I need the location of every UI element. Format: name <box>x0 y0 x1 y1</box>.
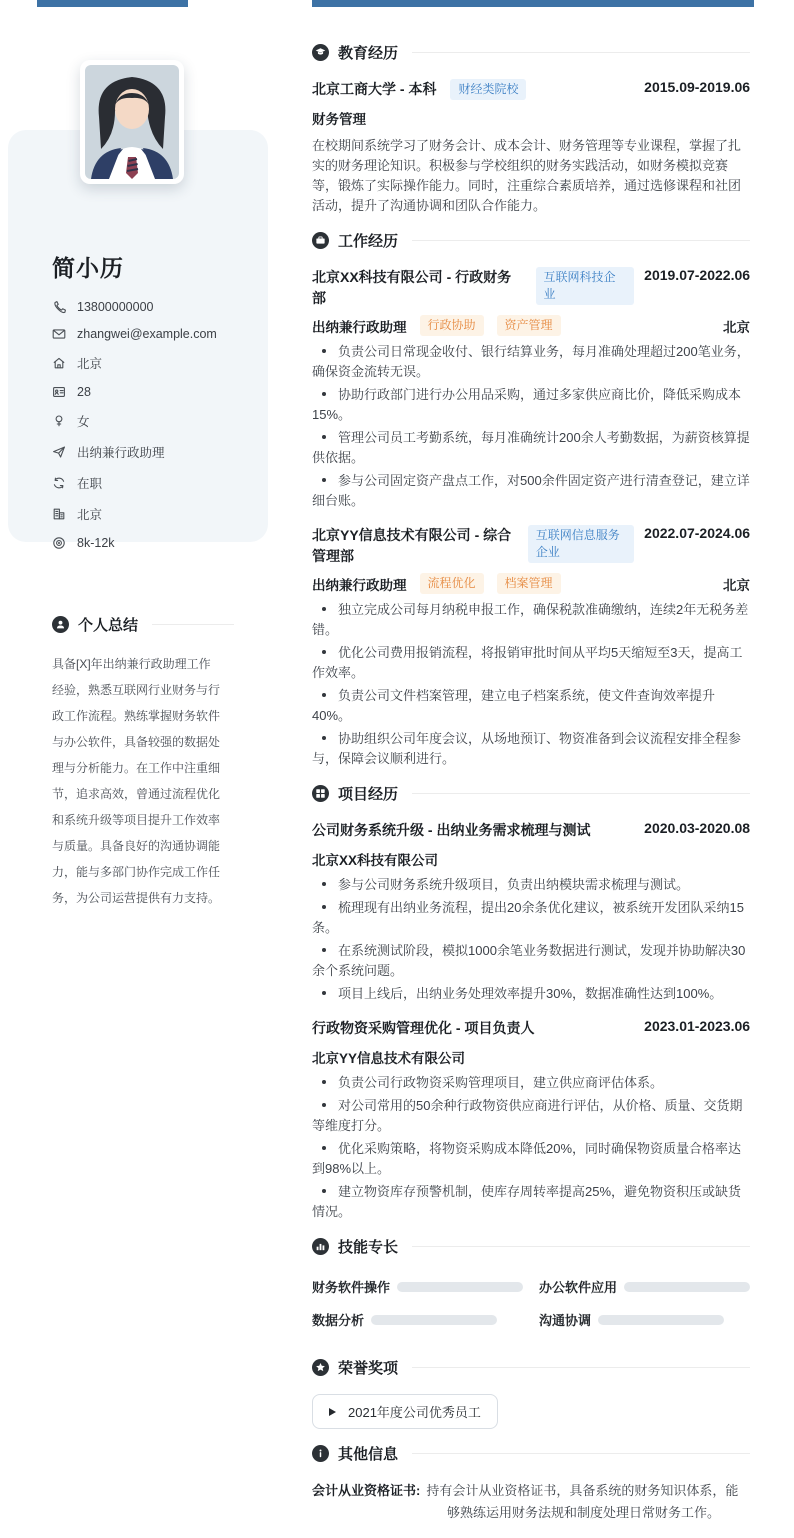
project-name: 行政物资采购管理优化 - 项目负责人 <box>312 1020 535 1036</box>
certificate-text: 会计从业资格证书: 持有会计从业资格证书，具备系统的财务知识体系，能够熟练运用财务法规和制度处理日常财务工作。 <box>312 1483 739 1520</box>
person-icon <box>52 616 69 633</box>
contact-position <box>52 443 274 461</box>
project-bullet: 梳理现有出纳业务流程，提出20余条优化建议，被系统开发团队采纳15条。 <box>312 900 744 935</box>
contact-age-value: 28 <box>77 385 91 399</box>
bullet-dot-icon <box>322 693 326 697</box>
education-date: 2015.09-2019.06 <box>644 79 751 95</box>
company-name: 北京XX科技有限公司 - 行政财务部 <box>312 269 512 306</box>
status-icon <box>52 476 66 490</box>
salary-icon <box>52 536 66 550</box>
sidebar <box>0 0 300 1538</box>
skill-label: 沟通协调 <box>539 1313 592 1328</box>
work-entry-1 <box>312 267 750 511</box>
contact-gender-value: 女 <box>77 415 90 429</box>
project-company: 北京YY信息技术有限公司 <box>312 1051 466 1066</box>
graduation-cap-icon <box>312 44 329 61</box>
project-bullet: 负责公司行政物资采购管理项目，建立供应商评估体系。 <box>312 1073 750 1093</box>
bullet-dot-icon <box>322 392 326 396</box>
project-entry-1 <box>312 820 750 1004</box>
divider <box>412 1453 750 1454</box>
projects-title: 项目经历 <box>338 786 399 803</box>
other-info-title: 其他信息 <box>338 1446 399 1463</box>
skill-bar <box>397 1282 523 1292</box>
projects-section <box>312 783 750 1222</box>
project-bullet: 在系统测试阶段，模拟1000余笔业务数据进行测试，发现并协助解决30余个系统问题。 <box>312 943 746 978</box>
contact-position-value: 出纳兼行政助理 <box>77 446 165 460</box>
contact-phone-value: 13800000000 <box>77 300 154 314</box>
education-entry <box>312 79 750 216</box>
contact-city-value: 北京 <box>77 508 103 522</box>
info-icon <box>312 1445 329 1462</box>
skill-item <box>312 1277 523 1296</box>
contact-city <box>52 505 274 523</box>
other-info-section <box>312 1443 750 1524</box>
bullet-dot-icon <box>322 349 326 353</box>
role-name: 出纳兼行政助理 <box>312 319 407 335</box>
contact-email <box>52 327 274 341</box>
contact-phone <box>52 300 274 314</box>
work-bullet: 负责公司日常现金收付、银行结算业务，每月准确处理超过200笔业务，确保资金流转无误。 <box>312 344 750 379</box>
city-icon <box>52 507 66 521</box>
bullet-dot-icon <box>322 1189 326 1193</box>
contact-location-value: 北京 <box>77 357 103 371</box>
company-tag: 互联网科技企业 <box>536 267 635 305</box>
main-column <box>300 0 794 1538</box>
summary-text: 具备[X]年出纳兼行政助理工作经验，熟悉互联网行业财务与行政工作流程。熟练掌握财务软件与办公软件，具备较强的数据处理与分析能力。在工作中注重细节，追求高效，曾通过流程优化和系统升级等项目提升工作效率与质量。具备良好的沟通协调能力，能与多部门协作完成工作任务，为公司运营提供有力支持。 <box>52 657 221 905</box>
skills-title: 技能专长 <box>338 1239 399 1256</box>
contact-location <box>52 354 274 372</box>
job-icon <box>52 445 66 459</box>
work-entry-2 <box>312 525 750 769</box>
project-bullet: 项目上线后，出纳业务处理效率提升30%，数据准确性达到100%。 <box>312 984 750 1004</box>
divider <box>412 1367 750 1368</box>
role-name: 出纳兼行政助理 <box>312 577 407 593</box>
bullet-dot-icon <box>322 905 326 909</box>
divider <box>412 240 750 241</box>
education-title: 教育经历 <box>338 45 399 62</box>
project-date: 2020.03-2020.08 <box>644 820 751 836</box>
divider <box>412 793 750 794</box>
work-section <box>312 230 750 769</box>
profile-photo <box>80 60 184 184</box>
skill-label: 财务软件操作 <box>312 1280 391 1295</box>
skill-item <box>539 1310 750 1329</box>
skill-bar <box>624 1282 750 1292</box>
bullet-dot-icon <box>322 948 326 952</box>
project-bullet: 参与公司财务系统升级项目，负责出纳模块需求梳理与测试。 <box>312 875 750 895</box>
work-bullet: 优化公司费用报销流程，将报销审批时间从平均5天缩短至3天，提高工作效率。 <box>312 645 743 680</box>
contact-email-value: zhangwei@example.com <box>77 327 217 341</box>
work-bullet: 参与公司固定资产盘点工作，对500余件固定资产进行清查登记，建立详细台账。 <box>312 473 750 508</box>
honors-title: 荣誉奖项 <box>338 1360 399 1377</box>
honor-label: 2021年度公司优秀员工 <box>348 1405 481 1420</box>
skill-bar <box>371 1315 497 1325</box>
education-section <box>312 42 750 216</box>
contact-salary <box>52 536 274 550</box>
skill-bar <box>598 1315 724 1325</box>
work-location: 北京 <box>723 577 751 593</box>
person-name: 简小历 <box>52 255 124 281</box>
education-description: 在校期间系统学习了财务会计、成本会计、财务管理等专业课程，掌握了扎实的财务理论知识。积极参与学校组织的财务实践活动，如财务模拟竞赛等，锻炼了实际操作能力。同时，注重综合素质培养，通过选修课程和社团活动，提升了沟通协调和团队合作能力。 <box>312 138 742 213</box>
accent-bar-right <box>312 0 754 7</box>
work-bullet: 负责公司文件档案管理，建立电子档案系统，使文件查询效率提升40%。 <box>312 688 716 723</box>
role-tag: 资产管理 <box>497 315 561 336</box>
bullet-dot-icon <box>322 991 326 995</box>
bullet-dot-icon <box>322 607 326 611</box>
bar-chart-icon <box>312 1238 329 1255</box>
summary-title: 个人总结 <box>78 617 139 634</box>
bullet-dot-icon <box>322 478 326 482</box>
age-icon <box>52 385 66 399</box>
work-bullet: 独立完成公司每月纳税申报工作，确保税款准确缴纳，连续2年无税务差错。 <box>312 602 749 637</box>
project-date: 2023.01-2023.06 <box>644 1018 751 1034</box>
work-date: 2019.07-2022.06 <box>644 267 751 283</box>
honors-section <box>312 1357 750 1429</box>
bullet-dot-icon <box>322 1146 326 1150</box>
project-bullet: 优化采购策略，将物资采购成本降低20%，同时确保物资质量合格率达到98%以上。 <box>312 1141 742 1176</box>
company-name: 北京YY信息技术有限公司 - 综合管理部 <box>312 527 512 564</box>
skill-label: 数据分析 <box>312 1313 365 1328</box>
grid-icon <box>312 785 329 802</box>
summary-section <box>52 614 234 911</box>
work-bullet: 管理公司员工考勤系统，每月准确统计200余人考勤数据，为薪资核算提供依据。 <box>312 430 750 465</box>
award-star-icon <box>312 1359 329 1376</box>
work-bullet: 协助行政部门进行办公用品采购，通过多家供应商比价，降低采购成本15%。 <box>312 387 742 422</box>
work-bullet: 协助组织公司年度会议，从场地预订、物资准备到会议流程安排全程参与，保障会议顺利进行。 <box>312 731 742 766</box>
work-date: 2022.07-2024.06 <box>644 525 751 541</box>
project-bullet: 建立物资库存预警机制，使库存周转率提高25%，避免物资积压或缺货情况。 <box>312 1184 742 1219</box>
contact-age <box>52 385 274 399</box>
role-tag: 行政协助 <box>420 315 484 336</box>
bullet-dot-icon <box>322 435 326 439</box>
divider <box>152 624 234 625</box>
bullet-dot-icon <box>322 650 326 654</box>
role-tag: 流程优化 <box>420 573 484 594</box>
contact-salary-value: 8k-12k <box>77 536 115 550</box>
divider <box>412 1246 750 1247</box>
contact-status <box>52 474 274 492</box>
gender-icon <box>52 414 66 428</box>
bullet-dot-icon <box>322 1103 326 1107</box>
school-tag: 财经类院校 <box>450 79 526 100</box>
work-title: 工作经历 <box>338 233 399 250</box>
skill-label: 办公软件应用 <box>539 1280 618 1295</box>
company-tag: 互联网信息服务企业 <box>528 525 634 563</box>
divider <box>412 52 750 53</box>
contact-gender <box>52 412 274 430</box>
school-name: 北京工商大学 - 本科 <box>312 81 437 97</box>
project-entry-2 <box>312 1018 750 1222</box>
certificate-label: 会计从业资格证书: <box>312 1483 421 1498</box>
skill-item <box>539 1277 750 1296</box>
project-bullet: 对公司常用的50余种行政物资供应商进行评估，从价格、质量、交货期等维度打分。 <box>312 1098 743 1133</box>
bullet-dot-icon <box>322 736 326 740</box>
bullet-dot-icon <box>322 1080 326 1084</box>
work-location: 北京 <box>723 319 751 335</box>
project-company: 北京XX科技有限公司 <box>312 853 439 868</box>
skills-section <box>312 1236 750 1329</box>
bullet-dot-icon <box>322 882 326 886</box>
project-name: 公司财务系统升级 - 出纳业务需求梳理与测试 <box>312 822 591 838</box>
phone-icon <box>52 300 66 314</box>
role-tag: 档案管理 <box>497 573 561 594</box>
major-name: 财务管理 <box>312 112 366 127</box>
mail-icon <box>52 327 66 341</box>
expand-triangle-icon <box>329 1408 336 1416</box>
skill-item <box>312 1310 523 1329</box>
briefcase-icon <box>312 232 329 249</box>
contact-status-value: 在职 <box>77 477 103 491</box>
home-icon <box>52 356 66 370</box>
